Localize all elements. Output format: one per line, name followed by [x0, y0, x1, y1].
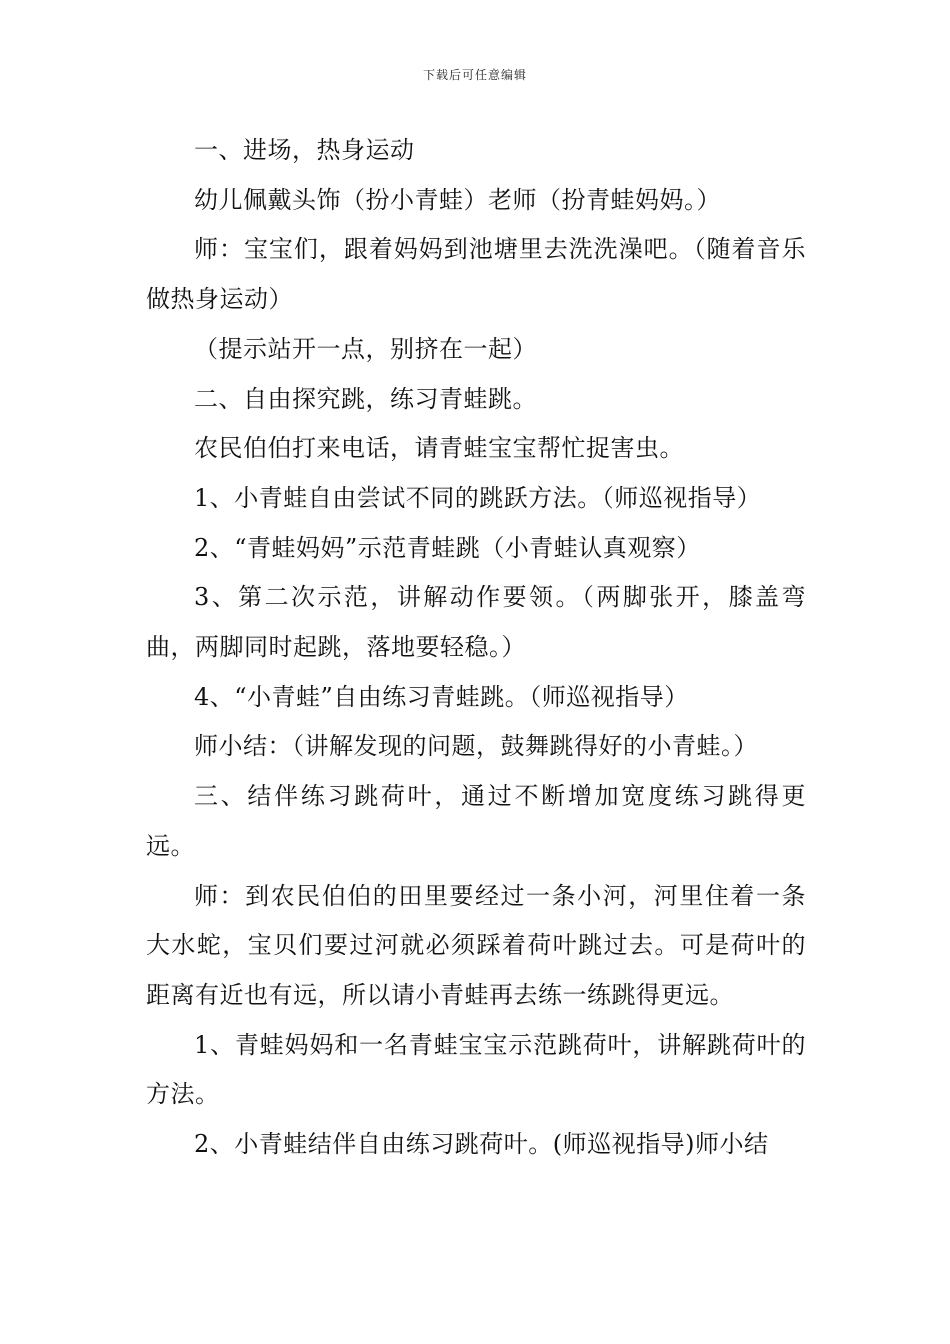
paragraph-step: 1、小青蛙自由尝试不同的跳跃方法。（师巡视指导）: [194, 483, 762, 512]
paragraph: 幼儿佩戴头饰（扮小青蛙）老师（扮青蛙妈妈。）: [194, 185, 721, 214]
paragraph-step: 3、第二次示范，讲解动作要领。（两脚张开，膝盖弯曲，两脚同时起跳，落地要轻稳。）: [146, 583, 806, 662]
paragraph-step: 2、“青蛙妈妈”示范青蛙跳（小青蛙认真观察）: [194, 533, 701, 562]
page-header-note: 下载后可任意编辑: [422, 68, 527, 82]
paragraph-step: 2、小青蛙结伴自由练习跳荷叶。(师巡视指导)师小结: [194, 1130, 769, 1159]
document-body: [146, 126, 806, 1170]
paragraph-section-1-heading: 一、进场，热身运动: [194, 136, 415, 164]
paragraph-step: 1、青蛙妈妈和一名青蛙宝宝示范跳荷叶，讲解跳荷叶的方法。: [146, 1030, 806, 1109]
paragraph-summary: 师小结：（讲解发现的问题，鼓舞跳得好的小青蛙。）: [194, 732, 758, 761]
paragraph: 师：到农民伯伯的田里要经过一条小河，河里住着一条大水蛇，宝贝们要过河就必须踩着荷叶跳过去。可是荷叶的距离有近也有远，所以请小青蛙再去练一练跳得更远。: [146, 881, 806, 1009]
paragraph: （提示站开一点，别挤在一起）: [194, 334, 537, 363]
paragraph-step: 4、“小青蛙”自由练习青蛙跳。（师巡视指导）: [194, 682, 689, 711]
paragraph-section-2-heading: 二、自由探究跳，练习青蛙跳。: [194, 384, 537, 413]
paragraph: 农民伯伯打来电话，请青蛙宝宝帮忙捉害虫。: [194, 434, 684, 463]
paragraph: 师：宝宝们，跟着妈妈到池塘里去洗洗澡吧。（随着音乐做热身运动）: [146, 235, 806, 314]
paragraph-section-3-heading: 三、结伴练习跳荷叶，通过不断增加宽度练习跳得更远。: [146, 782, 806, 860]
